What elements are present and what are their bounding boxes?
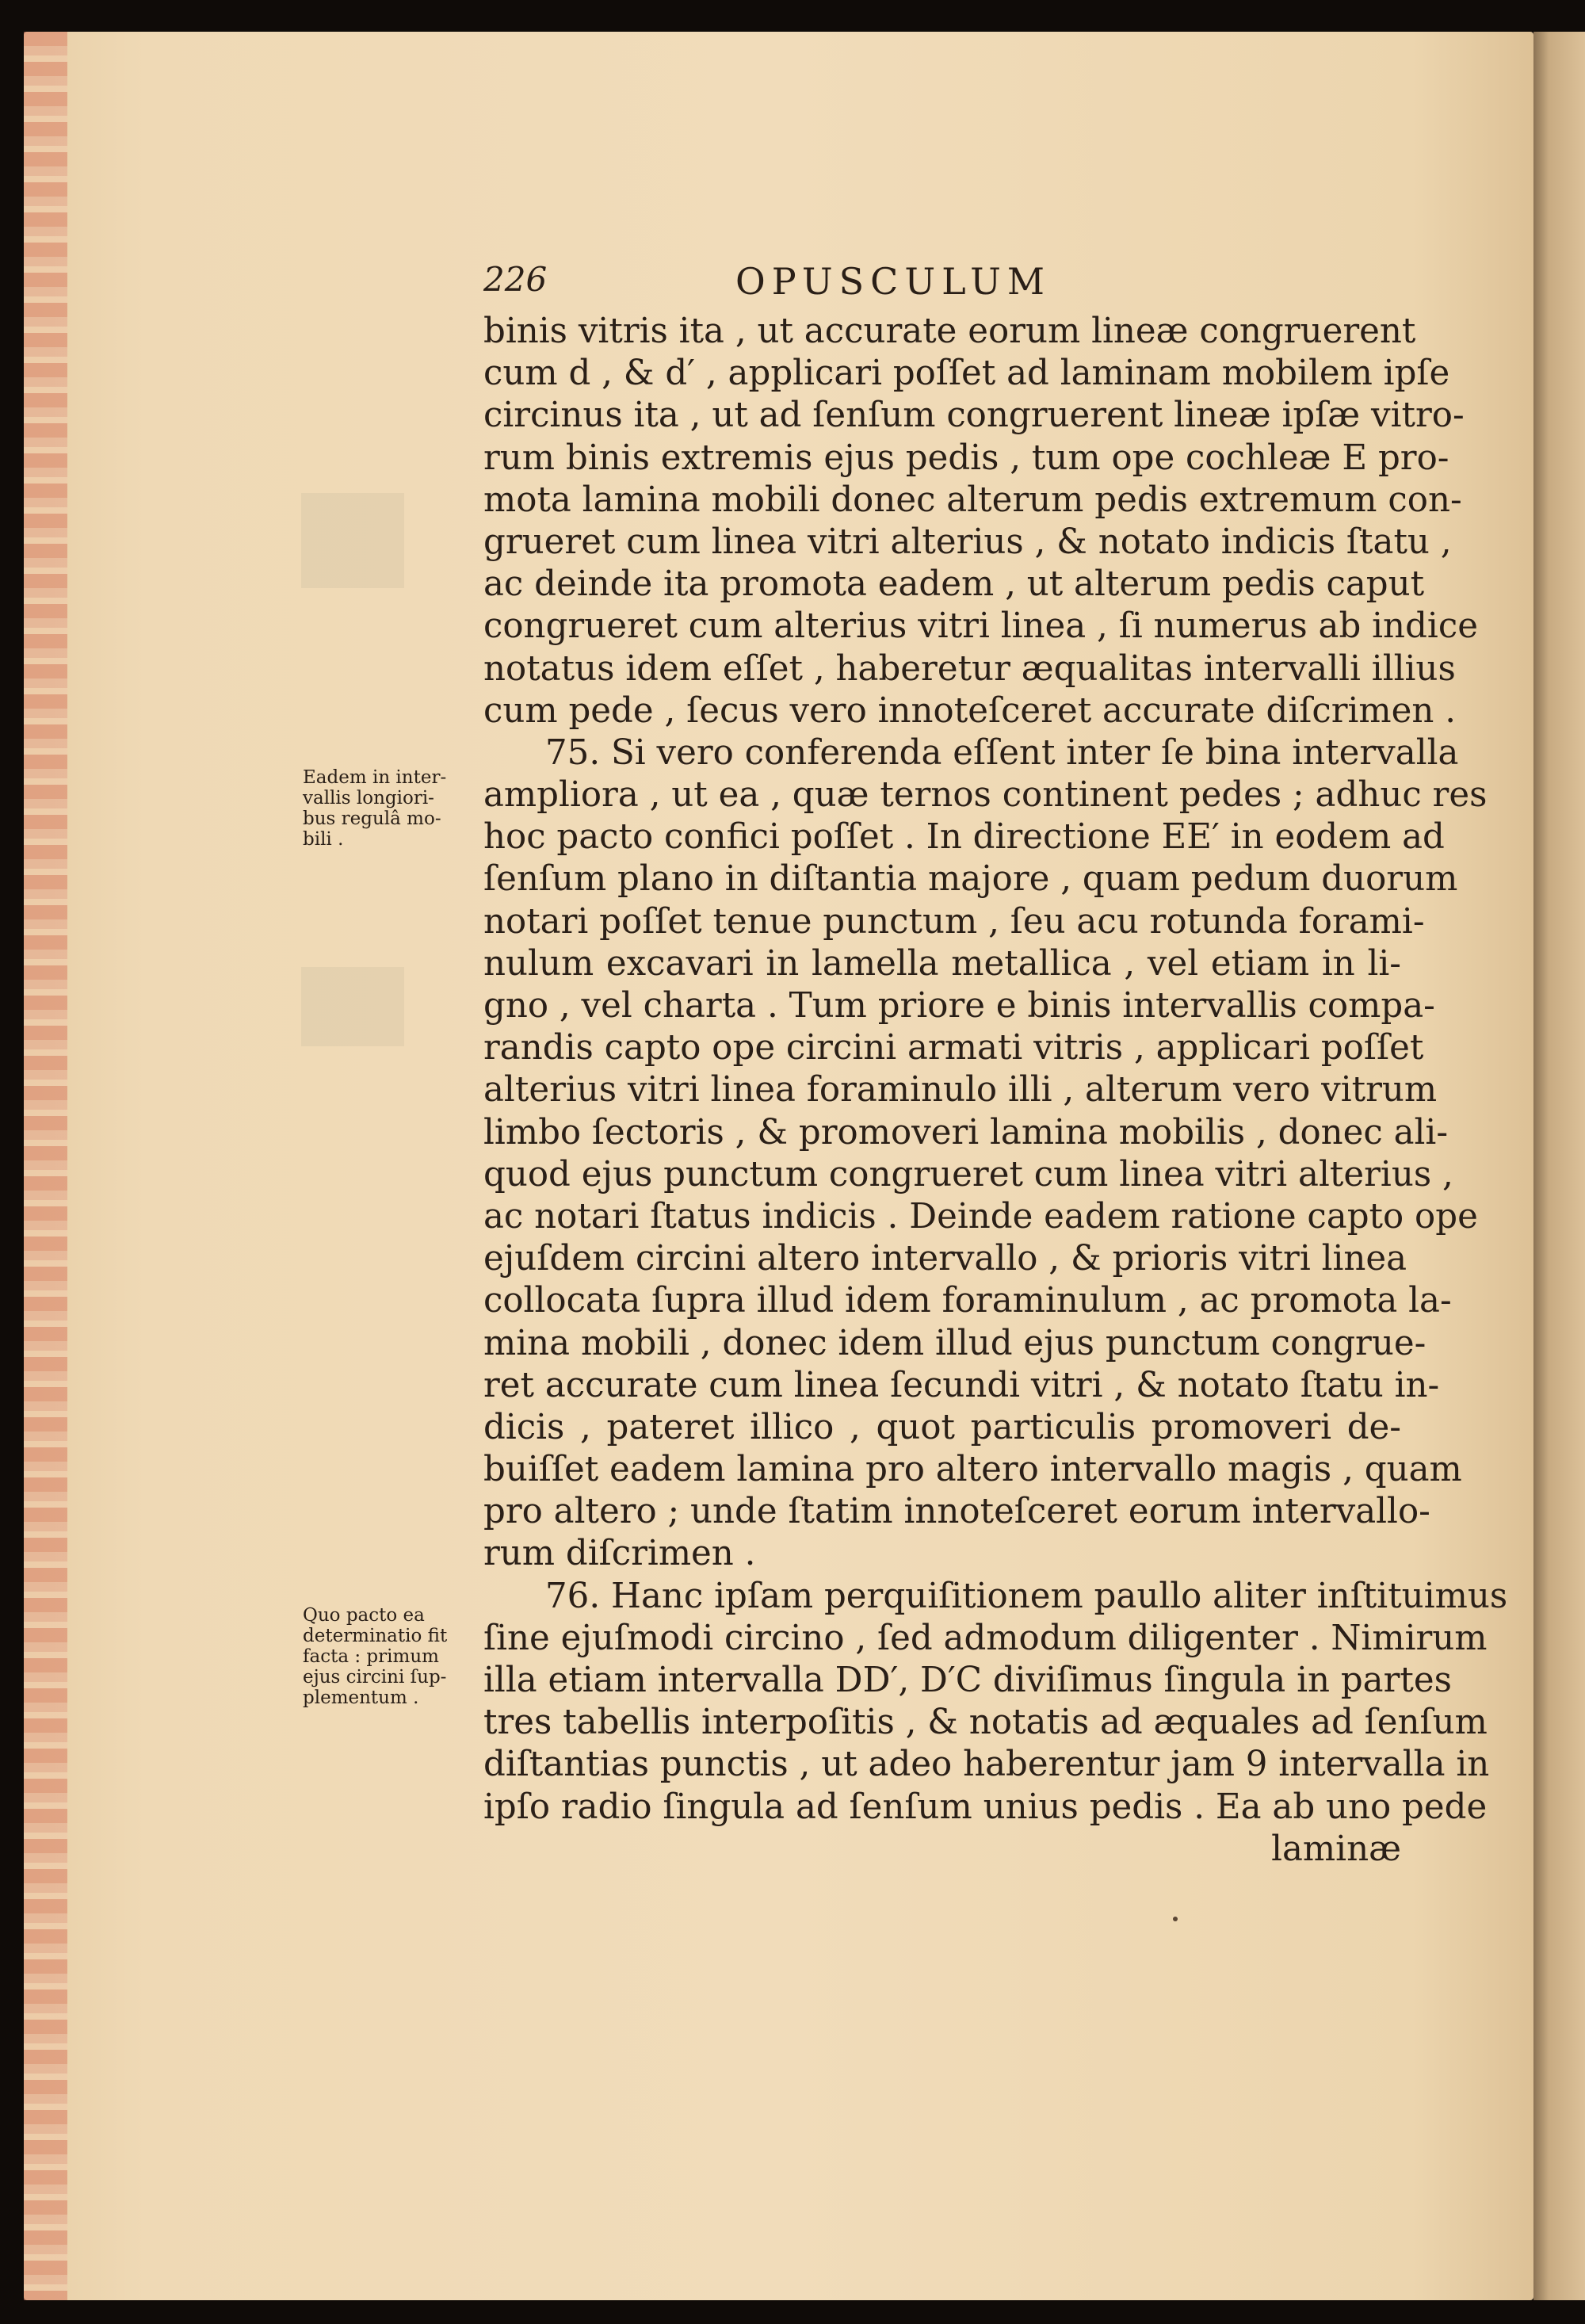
marginal-note-line: vallis longiori-	[303, 788, 434, 808]
next-page-edge	[1533, 32, 1585, 2300]
text-line: gno , vel charta . Tum priore e binis intervallis compa-	[483, 986, 1435, 1026]
text-line: limbo ſectoris , & promoveri lamina mobilis , donec ali-	[483, 1112, 1449, 1152]
text-line: notari poſſet tenue punctum , ſeu acu rotunda forami-	[483, 901, 1425, 942]
text-line: alterius vitri linea foraminulo illi , alterum vero vitrum	[483, 1070, 1438, 1110]
text-line: ampliora , ut ea , quæ ternos continent pedes ; adhuc res	[483, 775, 1488, 816]
main-text-block	[483, 311, 1508, 1871]
text-line: notatus idem eſſet , haberetur æqualitas intervalli illius	[483, 648, 1456, 689]
text-line: cum d , & d′ , applicari poſſet ad laminam mobilem ipſe	[483, 354, 1450, 394]
marginal-note-line: bili .	[303, 829, 344, 850]
text-line: rum diſcrimen .	[483, 1534, 756, 1574]
text-line: ret accurate cum linea ſecundi vitri , & notato ſtatu in-	[483, 1365, 1440, 1405]
paragraph-start-75: 75. Si vero conferenda eſſent inter ſe bina intervalla	[545, 732, 1459, 773]
text-line: hoc pacto confici poſſet . In directione EE′ in eodem ad	[483, 817, 1445, 858]
text-line: ac notari ſtatus indicis . Deinde eadem ratione capto ope	[483, 1196, 1478, 1237]
text-line: ſenſum plano in diſtantia majore , quam pedum duorum	[483, 859, 1458, 900]
text-line: collocata ſupra illud idem foraminulum , ac promota la-	[483, 1281, 1452, 1321]
text-line: ejuſdem circini altero intervallo , & prioris vitri linea	[483, 1239, 1407, 1279]
text-line: randis capto ope circini armati vitris , applicari poſſet	[483, 1028, 1424, 1068]
page-number: 226	[483, 260, 548, 299]
page-header	[483, 260, 1395, 308]
text-line: binis vitris ita , ut accurate eorum lineæ congruerent	[483, 312, 1416, 351]
text-line: mina mobili , donec idem illud ejus punctum congrue-	[483, 1323, 1426, 1363]
text-line: ſine ejuſmodi circino , ſed admodum diligenter . Nimirum	[483, 1618, 1488, 1658]
marginal-note-line: Eadem in inter-	[303, 767, 447, 788]
marginal-note-line: bus regulâ mo-	[303, 808, 441, 829]
marginal-note-line: determinatio fit	[303, 1626, 448, 1646]
marginal-note-line: Quo pacto ea	[303, 1605, 425, 1626]
catchword: laminæ	[1271, 1829, 1401, 1869]
text-line: cum pede , ſecus vero innoteſceret accurate diſcrimen .	[483, 690, 1457, 731]
text-line: ac deinde ita promota eadem , ut alterum pedis caput	[483, 564, 1425, 605]
show-through-mark	[301, 967, 404, 1046]
marginal-note	[303, 767, 485, 850]
text-line: quod ejus punctum congrueret cum linea vitri alterius ,	[483, 1154, 1453, 1194]
text-line: diſtantias punctis , ut adeo haberentur jam 9 intervalla in	[483, 1745, 1490, 1785]
marginal-note-line: plementum .	[303, 1688, 419, 1708]
marginal-note	[303, 1605, 485, 1708]
text-line: pro altero ; unde ſtatim innoteſceret eorum intervallo-	[483, 1492, 1430, 1532]
text-line: dicis , pateret illico , quot particulis promoveri de-	[483, 1407, 1401, 1447]
text-line: congrueret cum alterius vitri linea , ſi numerus ab indice	[483, 606, 1478, 647]
marginal-note-line: facta : primum	[303, 1646, 439, 1667]
text-line: mota lamina mobili donec alterum pedis extremum con-	[483, 480, 1462, 520]
show-through-mark	[301, 493, 404, 588]
text-line: illa etiam intervalla DD′, D′C diviſimus ſingula in partes	[483, 1661, 1452, 1700]
text-line: nulum excavari in lamella metallica , vel etiam in li-	[483, 943, 1401, 984]
paragraph-start-76: 76. Hanc ipſam perquiſitionem paullo aliter inſtituimus	[545, 1576, 1508, 1616]
red-page-edge	[24, 32, 67, 2300]
paper-speck	[1173, 1917, 1178, 1921]
text-line: tres tabellis interpoſitis , & notatis ad æquales ad ſenſum	[483, 1703, 1488, 1743]
text-line: grueret cum linea vitri alterius , & notato indicis ſtatu ,	[483, 522, 1452, 562]
text-line: buiſſet eadem lamina pro altero intervallo magis , quam	[483, 1450, 1462, 1490]
marginal-note-line: ejus circini ſup-	[303, 1667, 447, 1688]
text-line: rum binis extremis ejus pedis , tum ope cochleæ E pro-	[483, 438, 1449, 478]
text-line: circinus ita , ut ad ſenſum congruerent lineæ ipſæ vitro-	[483, 396, 1465, 436]
text-line: ipſo radio ſingula ad ſenſum unius pedis . Ea ab uno pede	[483, 1787, 1488, 1827]
running-title: OPUSCULUM	[735, 260, 1051, 303]
